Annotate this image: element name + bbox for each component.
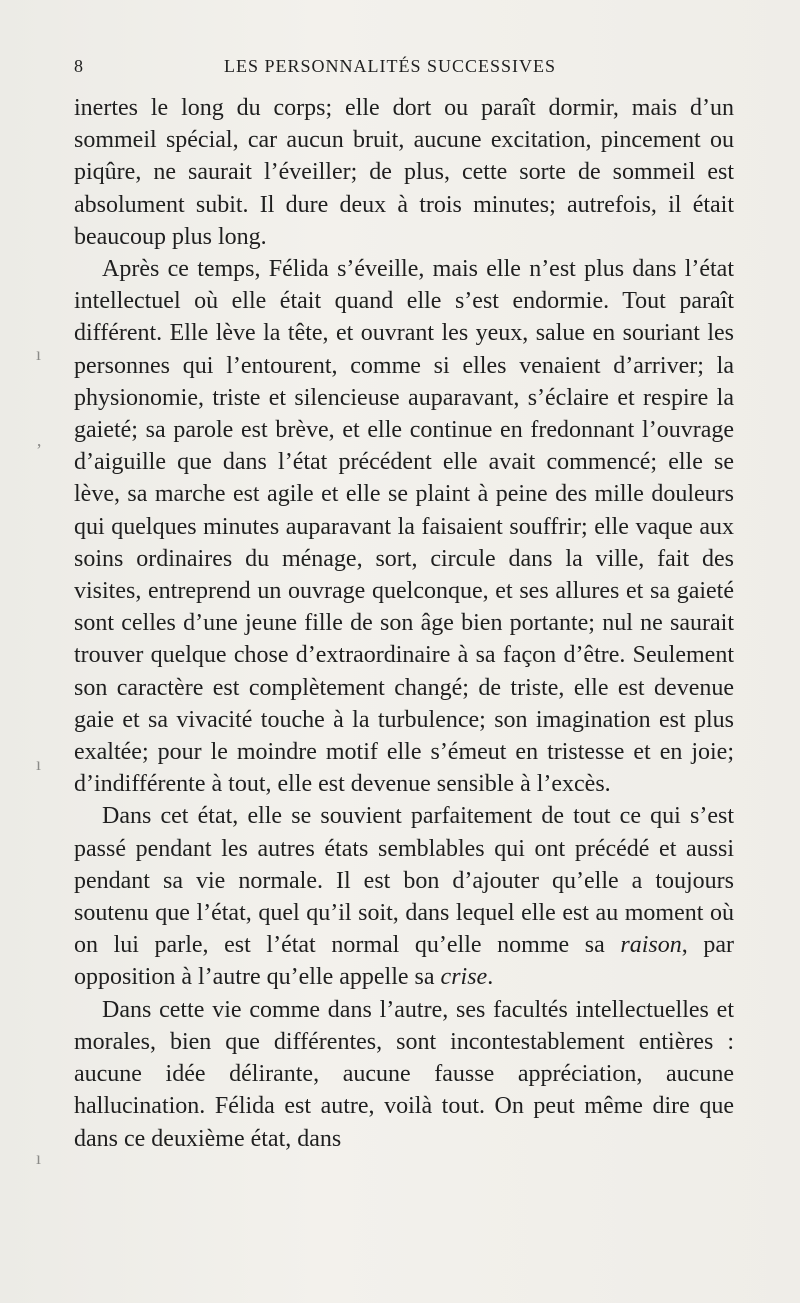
paragraph-2: Après ce temps, Félida s’éveille, mais elle n’est plus dans l’état intellectuel où elle était quand elle s’est endormie. Tout paraît différent. Elle lève la tête, et ouvrant les yeux, salue en souriant les personnes qui l’entourent, comme si elles venaient d’arriver; la physionomie, triste et silencieuse auparavant, s’éclaire et respire la gaieté; sa parole est brève, et elle continue en fredonnant l’ouvrage d’aiguille que dans l’état précédent elle avait commencé; elle se lève, sa marche est agile et elle se plaint à peine des mille douleurs qui quelques minutes auparavant la faisaient souffrir; elle vaque aux soins ordinaires du ménage, sort, circule dans la ville, fait des visites, entreprend un ouvrage quelconque, et ses allures et sa gaieté sont celles d’une jeune fille de son âge bien portante; nul ne saurait trouver quelque chose d’extraordinaire à sa façon d’être. Seulement son caractère est complètement changé; de triste, elle est devenue gaie et sa vivacité touche à la turbulence; son imagination est plus exaltée; pour le moindre motif elle s’émeut en tristesse et en joie; d’indifférente à tout, elle est devenue sensible à l’excès. — [74, 256, 734, 798]
margin-mark: ı — [36, 344, 42, 364]
paragraph-3 — [74, 800, 734, 993]
running-head — [74, 56, 734, 88]
running-title: LES PERSONNALITÉS SUCCESSIVES — [224, 56, 557, 76]
margin-mark: ı — [36, 1148, 42, 1168]
paragraph-3-text-a: Dans cet état, elle se souvient parfaitement de tout ce qui s’est passé pendant les autres états semblables qui ont précédé et aussi pendant sa vie normale. Il est bon d’ajouter qu’elle a toujours soutenu que l’état, quel qu’il soit, dans lequel elle est au moment où on lui parle, est l’état normal qu’elle nomme sa — [74, 803, 734, 959]
margin-mark: ı — [36, 754, 42, 774]
body-text — [74, 92, 734, 1155]
italic-raison: raison — [620, 932, 682, 959]
italic-crise: crise — [440, 964, 488, 991]
paragraph-3-end: . — [487, 964, 494, 991]
margin-mark: ʼ — [36, 440, 42, 460]
paragraph-4: Dans cette vie comme dans l’autre, ses facultés intellectuelles et morales, bien que différentes, sont incontestablement entières : aucune idée délirante, aucune fausse appréciation, aucune hallucination. Félida est autre, voilà tout. On peut même dire que dans ce deuxième état, dans — [74, 996, 734, 1152]
paragraph-3-text-b: , par opposition à l’autre qu’elle appelle sa — [74, 932, 734, 991]
paragraph-1: inertes le long du corps; elle dort ou paraît dormir, mais d’un sommeil spécial, car aucun bruit, aucune excitation, pincement ou piqûre, ne saurait l’éveiller; de plus, cette sorte de sommeil est absolument subit. Il dure deux à trois minutes; autrefois, il était beaucoup plus long. — [74, 95, 734, 250]
page-number: 8 — [74, 56, 84, 76]
